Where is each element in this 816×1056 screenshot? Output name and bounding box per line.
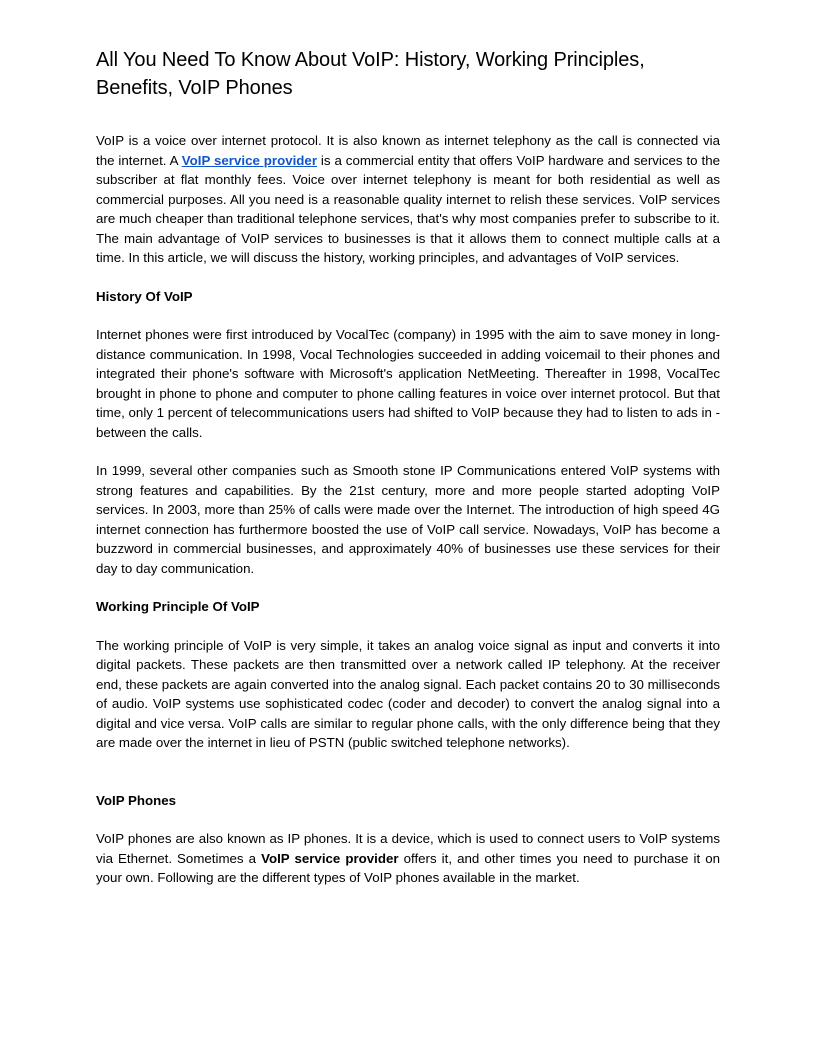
voip-phones-paragraph xyxy=(96,829,720,888)
intro-text-after-link: is a commercial entity that offers VoIP hardware and services to the subscriber at flat monthly fees. Voice over internet telephony is meant for both residential as well as commercial purposes. All you need is a reasonable quality internet to relish these services. VoIP services are much cheaper than traditional telephone services, that's why most companies prefer to subscribe to it. The main advantage of VoIP services to businesses is that it allows them to connect multiple calls at a time. In this article, we will discuss the history, working principles, and advantages of VoIP services. xyxy=(96,152,720,265)
history-heading: History Of VoIP xyxy=(96,288,193,304)
working-principle-paragraph: The working principle of VoIP is very simple, it takes an analog voice signal as input and converts it into digital packets. These packets are then transmitted over a network called IP telephony. At the receiver end, these packets are again converted into the analog signal. Each packet contains 20 to 30 milliseconds of audio. VoIP systems use sophisticated codec (coder and decoder) to convert the analog signal into a digital and vice versa. VoIP calls are similar to regular phone calls, with the only difference being that they are made over the internet in lieu of PSTN (public switched telephone networks). xyxy=(96,637,720,750)
working-principle-heading: Working Principle Of VoIP xyxy=(96,599,260,614)
history-paragraph-2: In 1999, several other companies such as Smooth stone IP Communications entered VoIP systems with strong features and capabilities. By the 21st century, more and more people started adopting VoIP services. In 2003, more than 25% of calls were made over the Internet. The introduction of high speed 4G internet connection has furthermore boosted the use of VoIP call service. Nowadays, VoIP has become a buzzword in commercial businesses, and approximately 40% of businesses use these services for their day to day communication. xyxy=(96,463,720,576)
document-title: All You Need To Know About VoIP: History, Working Principles, Benefits, VoIP Phones xyxy=(96,49,645,99)
intro-text-before-link: VoIP is a voice over internet protocol. It is also known as internet telephony as the call is connected via the internet. A xyxy=(96,133,720,168)
phones-text-before-bold: VoIP phones are also known as IP phones. It is a device, which is used to connect users to VoIP systems via Ethernet. Sometimes a xyxy=(96,831,720,866)
history-paragraph-1: Internet phones were first introduced by VocalTec (company) in 1995 with the aim to save money in long-distance communication. In 1998, Vocal Technologies succeeded in adding voicemail to their phones and integrated their phone's software with Microsoft's application NetMeeting. Thereafter in 1998, VocalTec brought in phone to phone and computer to phone calling features in voice over internet protocol. But that time, only 1 percent of telecommunications users had shifted to VoIP because they had to listen to ads in -between the calls. xyxy=(96,327,720,440)
voip-service-provider-link[interactable]: VoIP service provider xyxy=(181,152,317,168)
intro-paragraph xyxy=(96,131,720,268)
document-page xyxy=(96,46,720,888)
phones-bold-provider: VoIP service provider xyxy=(261,850,399,866)
phones-text-after-bold: offers it, and other times you need to purchase it on your own. Following are the different types of VoIP phones available in the market. xyxy=(96,850,720,885)
voip-phones-heading: VoIP Phones xyxy=(96,792,177,808)
